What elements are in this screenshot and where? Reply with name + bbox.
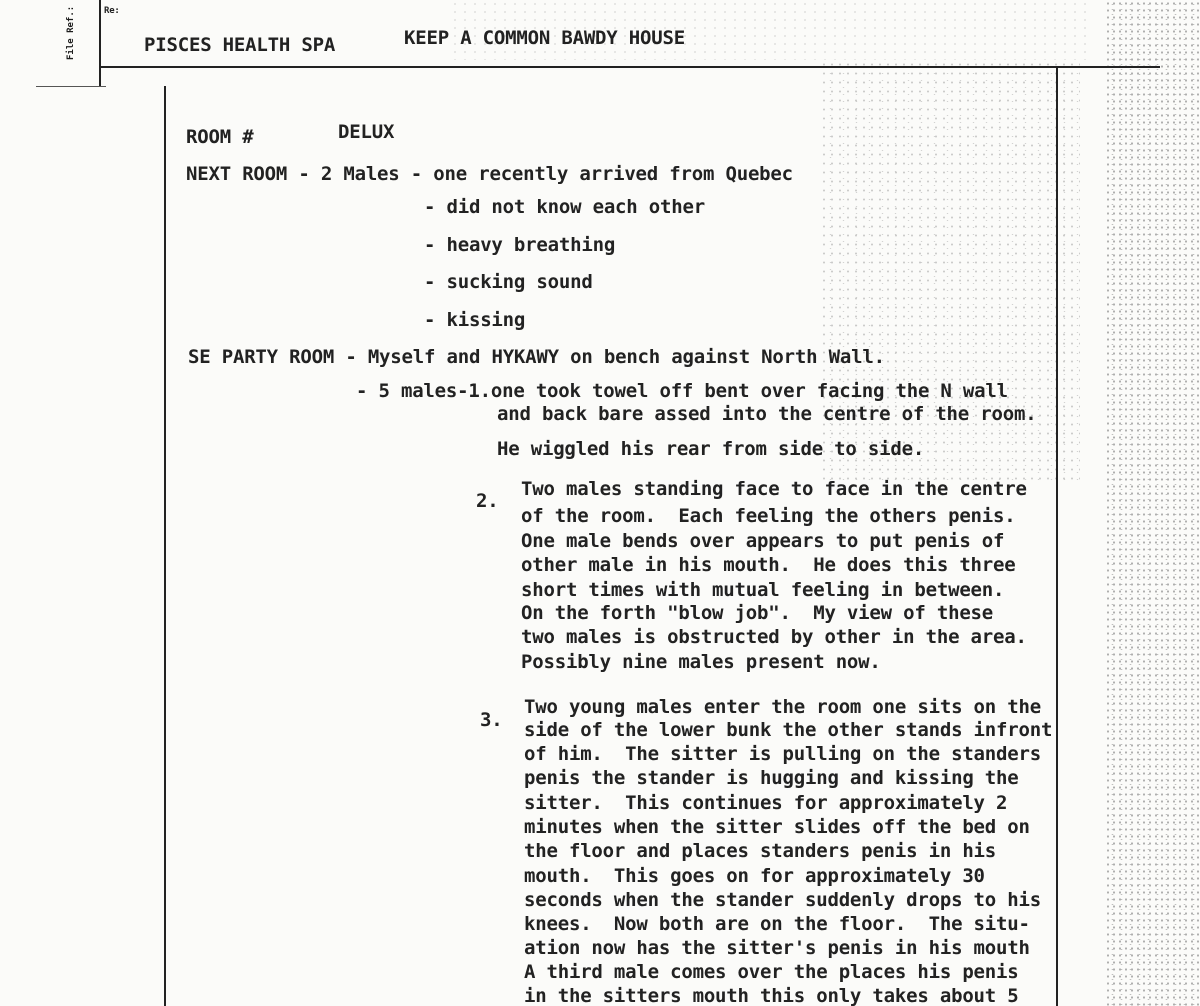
- room-label: ROOM #: [186, 126, 254, 148]
- entry2-line: of the room. Each feeling the others penis.: [521, 505, 1016, 527]
- next-room-item: - kissing: [424, 309, 526, 331]
- header-margin-rule: [99, 0, 101, 86]
- entry2-line: two males is obstructed by other in the area.: [521, 626, 1027, 648]
- entry3-line: Two young males enter the room one sits on the: [524, 696, 1041, 718]
- right-margin-rule: [1056, 66, 1058, 1006]
- entry1-line: He wiggled his rear from side to side.: [497, 438, 925, 460]
- entry3-line: of him. The sitter is pulling on the standers: [524, 743, 1041, 765]
- entry3-number: 3.: [480, 709, 503, 731]
- entry3-line: ation now has the sitter's penis in his mouth: [524, 937, 1030, 959]
- entry3-line: mouth. This goes on for approximately 30: [524, 865, 985, 887]
- scan-noise-right: [1105, 0, 1200, 1006]
- entry2-line: Two males standing face to face in the centre: [521, 478, 1027, 500]
- entry3-line: seconds when the stander suddenly drops to his: [524, 889, 1041, 911]
- entry1-line: - 5 males-1.one took towel off bent over facing the N wall: [356, 380, 1008, 402]
- next-room-item: - did not know each other: [424, 196, 705, 218]
- entry3-line: in the sitters mouth this only takes about 5: [524, 985, 1019, 1006]
- entry3-line: A third male comes over the places his penis: [524, 961, 1019, 983]
- entry1-line: and back bare assed into the centre of the room.: [497, 403, 1037, 425]
- room-value: DELUX: [338, 121, 395, 143]
- entry3-line: sitter. This continues for approximately 2: [524, 792, 1008, 814]
- entry2-line: Possibly nine males present now.: [521, 651, 881, 673]
- entry3-line: knees. Now both are on the floor. The situ-: [524, 913, 1030, 935]
- left-margin-rule: [164, 86, 166, 1006]
- file-ref-label: File Ref.:: [66, 5, 76, 60]
- title-establishment: PISCES HEALTH SPA: [144, 34, 336, 56]
- entry2-line: other male in his mouth. He does this three: [521, 554, 1016, 576]
- entry3-line: the floor and places standers penis in his: [524, 840, 997, 862]
- entry2-number: 2.: [476, 490, 499, 512]
- next-room-heading: NEXT ROOM - 2 Males - one recently arrived from Quebec: [186, 163, 793, 185]
- entry3-line: minutes when the sitter slides off the bed on: [524, 816, 1030, 838]
- next-room-item: - sucking sound: [424, 271, 593, 293]
- re-label: Re:: [104, 6, 120, 16]
- entry3-line: penis the stander is hugging and kissing the: [524, 767, 1019, 789]
- entry2-line: On the forth "blow job". My view of these: [521, 602, 994, 624]
- entry2-line: short times with mutual feeling in between.: [521, 579, 1005, 601]
- short-rule: [36, 86, 106, 87]
- header-rule: [100, 66, 1160, 68]
- next-room-item: - heavy breathing: [424, 234, 616, 256]
- entry2-line: One male bends over appears to put penis of: [521, 530, 1005, 552]
- party-room-heading: SE PARTY ROOM - Myself and HYKAWY on bench against North Wall.: [188, 346, 885, 368]
- title-charge: KEEP A COMMON BAWDY HOUSE: [404, 27, 685, 49]
- entry3-line: side of the lower bunk the other stands infront: [524, 719, 1053, 741]
